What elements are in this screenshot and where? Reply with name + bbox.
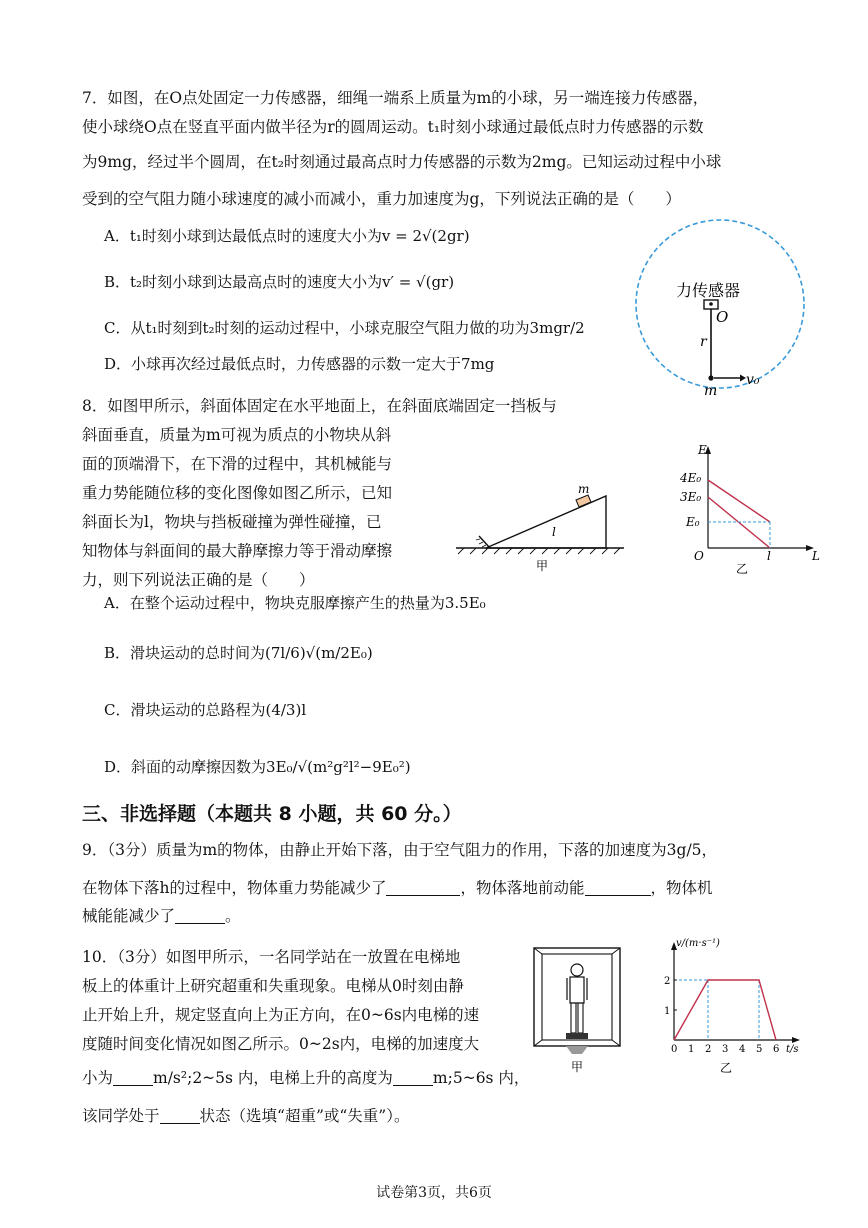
q7-line-3: 为9mg，经过半个圆周，在t₂时刻通过最高点时力传感器的示数为2mg。已知运动过程中小球 xyxy=(82,153,722,171)
q10-elevator-figure xyxy=(530,944,626,1076)
pivot-dot xyxy=(709,302,713,306)
q10-blank-3[interactable] xyxy=(160,1107,200,1124)
block-on-incline xyxy=(576,495,591,507)
vt-x-tick-1: 1 xyxy=(688,1044,695,1055)
vt-y-tick-2: 2 xyxy=(664,976,671,987)
sensor-label: 力传感器 xyxy=(676,281,741,300)
vt-x-tick-2: 2 xyxy=(705,1044,712,1055)
q9-text-3b: 。 xyxy=(225,907,241,925)
q10-line-4: 度随时间变化情况如图乙所示。0~2s内，电梯的加速度大 xyxy=(82,1035,480,1053)
q8-line-6: 知物体与斜面间的最大静摩擦力等于滑动摩擦 xyxy=(82,542,393,560)
q8-option-b: B．滑块运动的总时间为(7l/6)√(m/2E₀) xyxy=(104,644,373,662)
point-o-label: O xyxy=(716,308,729,326)
q10-line-6 xyxy=(82,1106,409,1126)
q10-blank-2[interactable] xyxy=(393,1069,433,1086)
q10-line-2: 板上的体重计上研究超重和失重现象。电梯从0时刻由静 xyxy=(82,977,464,995)
q7-circle-figure xyxy=(632,218,812,398)
vt-x-label: t/s xyxy=(786,1044,799,1055)
figure-b-caption: 乙 xyxy=(736,562,749,576)
q8-option-c: C．滑块运动的总路程为(4/3)l xyxy=(104,701,307,719)
q10-line-1: 10．（3分）如图甲所示，一名同学站在一放置在电梯地 xyxy=(82,948,461,966)
origin-label: O xyxy=(694,549,704,563)
radius-label: r xyxy=(700,334,707,350)
q7-option-c: C．从t₁时刻到t₂时刻的运动过程中，小球克服空气阻力做的功为3mgr/2 xyxy=(104,319,585,337)
vt-x-ticks xyxy=(671,1044,779,1055)
q9-text-2b: ，物体落地前动能 xyxy=(460,879,585,897)
section-3-heading: 三、非选择题（本题共 8 小题，共 60 分。） xyxy=(82,803,462,825)
page-footer: 试卷第3页，共6页 xyxy=(376,1185,492,1201)
q8-line-1: 8．如图甲所示，斜面体固定在水平地面上，在斜面底端固定一挡板与 xyxy=(82,397,557,415)
vt-x-tick-0: 0 xyxy=(671,1044,678,1055)
vt-y-label: v/(m·s⁻¹) xyxy=(676,938,720,949)
q9-blank-2[interactable] xyxy=(585,879,651,896)
figure-a-caption: 甲 xyxy=(536,559,549,573)
q10-blank-1[interactable] xyxy=(113,1069,153,1086)
ball-dot xyxy=(708,375,713,380)
v0-label: v₀ xyxy=(746,372,760,388)
mass-label: m xyxy=(704,383,718,398)
incline-length-label: l xyxy=(552,525,556,539)
orbit-circle xyxy=(636,220,804,388)
block-mass-label: m xyxy=(578,482,590,496)
tick-e0: E₀ xyxy=(686,515,700,529)
l-axis-label: L xyxy=(812,549,820,563)
q8-line-7: 力，则下列说法正确的是（ ） xyxy=(82,571,315,589)
q10-line-5 xyxy=(82,1068,529,1088)
q7-line-2: 使小球绕O点在竖直平面内做半径为r的圆周运动。t₁时刻小球通过最低点时力传感器的示数 xyxy=(82,118,704,136)
q10-text-6b: 状态（选填“超重”或“失重”）。 xyxy=(199,1107,410,1125)
q7-line-4: 受到的空气阻力随小球速度的减小而减小，重力加速度为g，下列说法正确的是（ ） xyxy=(82,190,681,208)
vt-x-tick-5: 5 xyxy=(756,1044,763,1055)
q8-line-2: 斜面垂直，质量为m可视为质点的小物块从斜 xyxy=(82,426,392,444)
q10-text-5b: m/s²;2~5s 内，电梯上升的高度为 xyxy=(153,1069,393,1087)
ground-hatch xyxy=(458,548,620,554)
q9-blank-3[interactable] xyxy=(175,907,225,924)
q7-option-d: D．小球再次经过最低点时，力传感器的示数一定大于7mg xyxy=(104,355,495,373)
elevator-outer-frame xyxy=(534,948,620,1046)
e-axis-label: E xyxy=(698,443,707,457)
q7-option-a: A．t₁时刻小球到达最低点时的速度大小为v = 2√(2gr) xyxy=(104,227,470,245)
q9-blank-1[interactable] xyxy=(386,879,460,896)
tick-l: l xyxy=(767,549,771,563)
vt-series-line xyxy=(674,980,776,1040)
q8-line-3: 面的顶端滑下，在下滑的过程中，其机械能与 xyxy=(82,455,393,473)
barrier-plate xyxy=(479,536,490,548)
q10-text-5c: m;5~6s 内， xyxy=(432,1069,530,1087)
q8-energy-graph xyxy=(672,440,822,576)
q10-line-3: 止开始上升，规定竖直向上为正方向，在0~6s内电梯的速 xyxy=(82,1006,480,1024)
corner-line-bl xyxy=(534,1040,542,1046)
tick-3e0: 3E₀ xyxy=(680,490,702,504)
person-body xyxy=(570,977,584,1003)
person-left-leg xyxy=(571,1003,576,1033)
incline-triangle xyxy=(486,496,606,548)
q9-text-3a: 械能能减少了 xyxy=(82,907,176,925)
q9-line-1: 9．（3分）质量为m的物体，由静止开始下落，由于空气阻力的作用，下落的加速度为3g/5， xyxy=(82,841,718,859)
q10-velocity-time-chart xyxy=(662,934,812,1076)
q8-line-4: 重力势能随位移的变化图像如图乙所示，已知 xyxy=(82,484,393,502)
person-head xyxy=(571,964,583,976)
q7-option-b: B．t₂时刻小球到达最高点时的速度大小为v′ = √(gr) xyxy=(104,273,455,291)
vt-x-tick-3: 3 xyxy=(722,1044,729,1055)
weighing-scale xyxy=(566,1033,588,1039)
figure-yi-caption: 乙 xyxy=(720,1061,733,1075)
elevator-base xyxy=(566,1046,588,1054)
tick-4e0: 4E₀ xyxy=(680,471,702,485)
q9-line-3 xyxy=(82,906,241,926)
vt-y-tick-1: 1 xyxy=(664,1006,671,1017)
q9-text-2c: ，物体机 xyxy=(650,879,713,897)
q8-option-a: A．在整个运动过程中，物块克服摩擦产生的热量为3.5E₀ xyxy=(104,594,486,612)
corner-line-br xyxy=(612,1040,620,1046)
mechanical-energy-line xyxy=(708,480,770,522)
q9-text-2a: 在物体下落h的过程中，物体重力势能减少了 xyxy=(82,879,387,897)
vt-x-tick-4: 4 xyxy=(739,1044,746,1055)
q9-line-2 xyxy=(82,878,713,898)
q8-line-5: 斜面长为l，物块与挡板碰撞为弹性碰撞，已 xyxy=(82,513,382,531)
q7-line-1: 7．如图，在O点处固定一力传感器，细绳一端系上质量为m的小球，另一端连接力传感器， xyxy=(82,89,709,107)
q8-option-d: D．斜面的动摩擦因数为3E₀/√(m²g²l²−9E₀²) xyxy=(104,758,411,776)
q10-text-5a: 小为 xyxy=(82,1069,114,1087)
vt-y-ticks xyxy=(664,976,677,1017)
figure-jia-caption: 甲 xyxy=(571,1060,584,1074)
elevator-inner-frame xyxy=(542,954,612,1040)
corner-line-tl xyxy=(534,948,542,954)
q10-text-6a: 该同学处于 xyxy=(82,1107,160,1125)
vt-x-tick-6: 6 xyxy=(773,1044,780,1055)
vt-guide-lines xyxy=(674,980,759,1040)
corner-line-tr xyxy=(612,948,620,954)
person-right-leg xyxy=(578,1003,583,1033)
q8-incline-figure xyxy=(452,478,630,574)
vt-x-arrowhead xyxy=(792,1037,800,1043)
